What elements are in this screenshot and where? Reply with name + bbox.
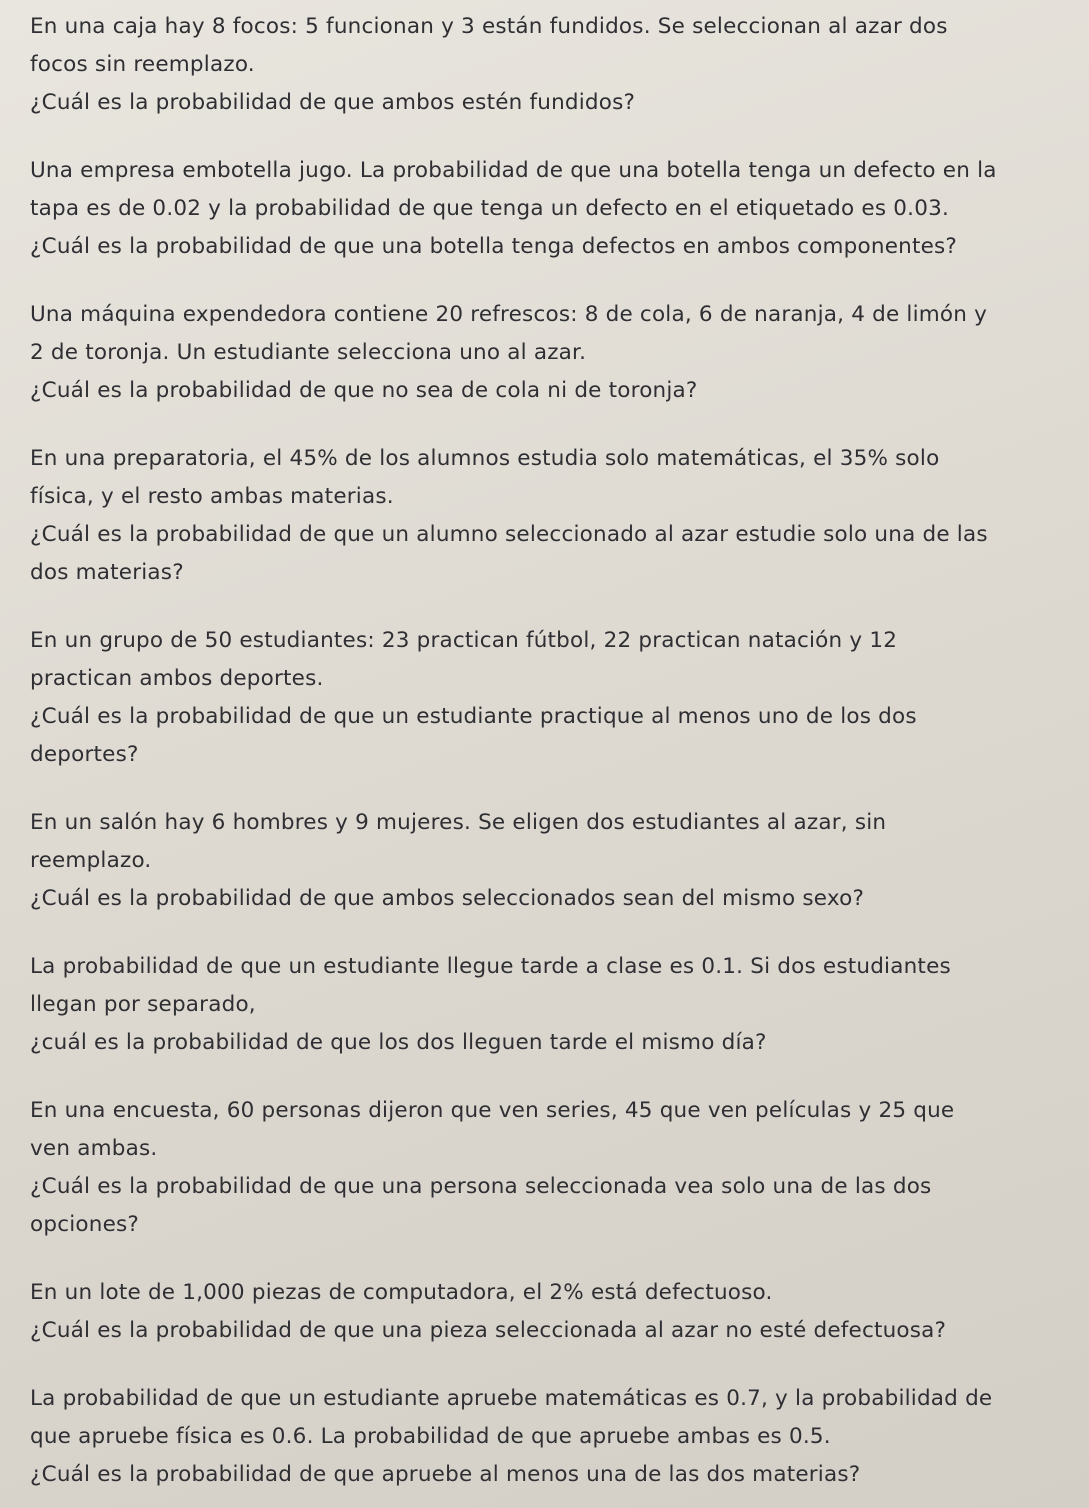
problem-question: ¿Cuál es la probabilidad de que un estudiante practique al menos uno de los dos bbox=[30, 704, 917, 729]
problem-question: ¿Cuál es la probabilidad de que ambos seleccionados sean del mismo sexo? bbox=[30, 886, 865, 911]
problem-text-line: La probabilidad de que un estudiante apruebe matemáticas es 0.7, y la probabilidad de bbox=[30, 1386, 993, 1411]
problem-question: ¿Cuál es la probabilidad de que una persona seleccionada vea solo una de las dos bbox=[30, 1174, 932, 1199]
problem-text-line: física, y el resto ambas materias. bbox=[30, 484, 394, 509]
spacer bbox=[30, 1062, 1059, 1092]
problem-question: ¿Cuál es la probabilidad de que no sea de cola ni de toronja? bbox=[30, 378, 698, 403]
problem-text-line: Una máquina expendedora contiene 20 refrescos: 8 de cola, 6 de naranja, 4 de limón y bbox=[30, 302, 988, 327]
spacer bbox=[30, 122, 1059, 152]
problem-question: deportes? bbox=[30, 742, 139, 767]
problem-2 bbox=[30, 152, 1059, 266]
problem-question: ¿Cuál es la probabilidad de que una botella tenga defectos en ambos componentes? bbox=[30, 234, 958, 259]
problem-question: ¿Cuál es la probabilidad de que ambos estén fundidos? bbox=[30, 90, 636, 115]
problem-text-line: Una empresa embotella jugo. La probabilidad de que una botella tenga un defecto en la bbox=[30, 158, 997, 183]
spacer bbox=[30, 266, 1059, 296]
problem-question: opciones? bbox=[30, 1212, 140, 1237]
problem-question: ¿Cuál es la probabilidad de que una pieza seleccionada al azar no esté defectuosa? bbox=[30, 1318, 947, 1343]
problem-1 bbox=[30, 8, 1059, 122]
problem-text-line: reemplazo. bbox=[30, 848, 152, 873]
problem-question: ¿Cuál es la probabilidad de que un alumno seleccionado al azar estudie solo una de las bbox=[30, 522, 988, 547]
problem-10 bbox=[30, 1380, 1059, 1494]
problem-text-line: En una encuesta, 60 personas dijeron que ven series, 45 que ven películas y 25 que bbox=[30, 1098, 955, 1123]
problem-8 bbox=[30, 1092, 1059, 1244]
problem-text-line: En una caja hay 8 focos: 5 funcionan y 3 están fundidos. Se seleccionan al azar dos bbox=[30, 14, 948, 39]
problem-text-line: En un grupo de 50 estudiantes: 23 practican fútbol, 22 practican natación y 12 bbox=[30, 628, 898, 653]
problem-text-line: En un salón hay 6 hombres y 9 mujeres. Se eligen dos estudiantes al azar, sin bbox=[30, 810, 887, 835]
spacer bbox=[30, 410, 1059, 440]
spacer bbox=[30, 592, 1059, 622]
problem-question: ¿cuál es la probabilidad de que los dos lleguen tarde el mismo día? bbox=[30, 1030, 767, 1055]
problem-6 bbox=[30, 804, 1059, 918]
spacer bbox=[30, 1244, 1059, 1274]
problem-text-line: La probabilidad de que un estudiante llegue tarde a clase es 0.1. Si dos estudiantes bbox=[30, 954, 951, 979]
problem-question: ¿Cuál es la probabilidad de que apruebe al menos una de las dos materias? bbox=[30, 1462, 861, 1487]
problem-7 bbox=[30, 948, 1059, 1062]
problem-text-line: focos sin reemplazo. bbox=[30, 52, 255, 77]
spacer bbox=[30, 774, 1059, 804]
problem-text-line: llegan por separado, bbox=[30, 992, 256, 1017]
problem-text-line: tapa es de 0.02 y la probabilidad de que tenga un defecto en el etiquetado es 0.03. bbox=[30, 196, 949, 221]
problem-text-line: En un lote de 1,000 piezas de computadora, el 2% está defectuoso. bbox=[30, 1280, 773, 1305]
problem-text-line: practican ambos deportes. bbox=[30, 666, 324, 691]
problem-text-line: 2 de toronja. Un estudiante selecciona uno al azar. bbox=[30, 340, 587, 365]
problem-4 bbox=[30, 440, 1059, 592]
problem-3 bbox=[30, 296, 1059, 410]
problem-5 bbox=[30, 622, 1059, 774]
problem-9 bbox=[30, 1274, 1059, 1350]
problem-text-line: ven ambas. bbox=[30, 1136, 158, 1161]
spacer bbox=[30, 918, 1059, 948]
problem-text-line: que apruebe física es 0.6. La probabilidad de que apruebe ambas es 0.5. bbox=[30, 1424, 831, 1449]
problem-text-line: En una preparatoria, el 45% de los alumnos estudia solo matemáticas, el 35% solo bbox=[30, 446, 940, 471]
spacer bbox=[30, 1350, 1059, 1380]
problem-question: dos materias? bbox=[30, 560, 184, 585]
